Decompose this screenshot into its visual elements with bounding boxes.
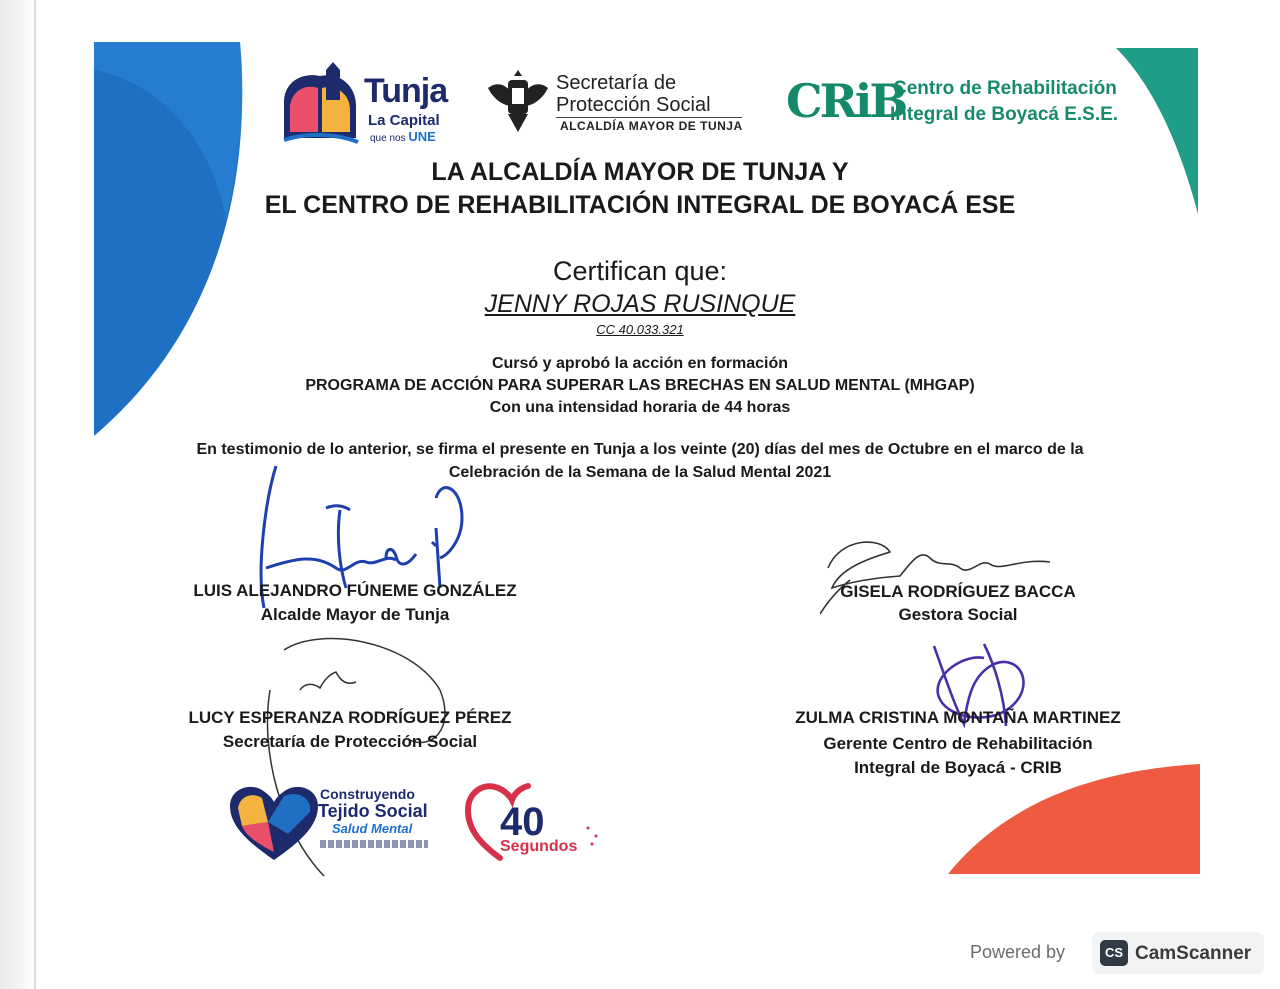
campaign-logo-fineprint — [320, 840, 428, 848]
signatory-role-gerente-line1: Gerente Centro de Rehabilitación — [823, 734, 1093, 753]
signatory-role-secretaria: Secretaría de Protección Social — [222, 732, 478, 751]
signatory-name-gestora: GISELA RODRÍGUEZ BACCA — [840, 582, 1076, 601]
tunja-logo-tagline-2: que nos UNE — [370, 129, 436, 144]
secretaria-logo-line3: ALCALDÍA MAYOR DE TUNJA — [560, 119, 743, 133]
program-name: PROGRAMA DE ACCIÓN PARA SUPERAR LAS BRECHAS EN SALUD MENTAL (MHGAP) — [305, 377, 975, 394]
secretaria-logo-line2: Protección Social — [556, 94, 711, 116]
testimony-line1: En testimonio de lo anterior, se firma el presente en Tunja a los veinte (20) días del mes de Octubre en el marco de la — [196, 441, 1084, 458]
forty-seconds-number: 40 — [500, 800, 545, 844]
powered-by-label: Powered by — [970, 942, 1066, 962]
campaign-logo-line1: Construyendo — [320, 786, 415, 802]
forty-seconds-word: Segundos — [500, 838, 578, 855]
certificate-title-line1: LA ALCALDÍA MAYOR DE TUNJA Y — [431, 158, 849, 186]
tunja-logo-word: Tunja — [364, 72, 448, 110]
scan-page-edge-line — [34, 0, 36, 989]
signatory-name-gerente: ZULMA CRISTINA MONTAÑA MARTINEZ — [795, 708, 1121, 727]
heart-mosaic-logo-icon — [228, 782, 320, 862]
camscanner-icon: CS — [1100, 940, 1128, 966]
signatory-role-gestora: Gestora Social — [898, 605, 1018, 624]
secretaria-logo-rule — [556, 117, 742, 118]
course-hours: Con una intensidad horaria de 44 horas — [489, 399, 791, 416]
campaign-logo-line3: Salud Mental — [332, 821, 413, 836]
signatory-role-mayor: Alcalde Mayor de Tunja — [260, 605, 450, 624]
tunja-logo-tagline: La Capital — [368, 112, 440, 129]
crib-logo-mark: CRiB — [786, 74, 906, 128]
tunja-cathedral-logo-icon — [278, 62, 362, 146]
testimony-line2: Celebración de la Semana de la Salud Mental 2021 — [448, 464, 832, 481]
campaign-logo-line2: Tejido Social — [318, 801, 428, 821]
certificate-title-line2: EL CENTRO DE REHABILITACIÓN INTEGRAL DE BOYACÁ ESE — [264, 191, 1016, 219]
signature-mayor-icon — [236, 458, 476, 628]
recipient-id: CC 40.033.321 — [596, 322, 684, 337]
coral-swoosh-decoration — [946, 762, 1202, 876]
signatory-name-mayor: LUIS ALEJANDRO FÚNEME GONZÁLEZ — [193, 581, 517, 600]
scan-page-edge — [0, 0, 36, 989]
signatory-role-gerente-line2: Integral de Boyacá - CRIB — [854, 758, 1062, 777]
course-statement: Cursó y aprobó la acción en formación — [491, 355, 789, 372]
recipient-name: JENNY ROJAS RUSINQUE — [484, 290, 796, 318]
coat-of-arms-eagle-icon — [486, 66, 550, 136]
crib-logo-line2: Integral de Boyacá E.S.E. — [890, 104, 1119, 125]
signatory-name-secretaria: LUCY ESPERANZA RODRÍGUEZ PÉREZ — [188, 708, 512, 727]
certify-heading: Certifican que: — [552, 256, 728, 286]
secretaria-logo-line1: Secretaría de — [556, 72, 677, 94]
crib-logo-line1: Centro de Rehabilitación — [893, 78, 1117, 99]
camscanner-brand: CamScanner — [1135, 943, 1252, 964]
